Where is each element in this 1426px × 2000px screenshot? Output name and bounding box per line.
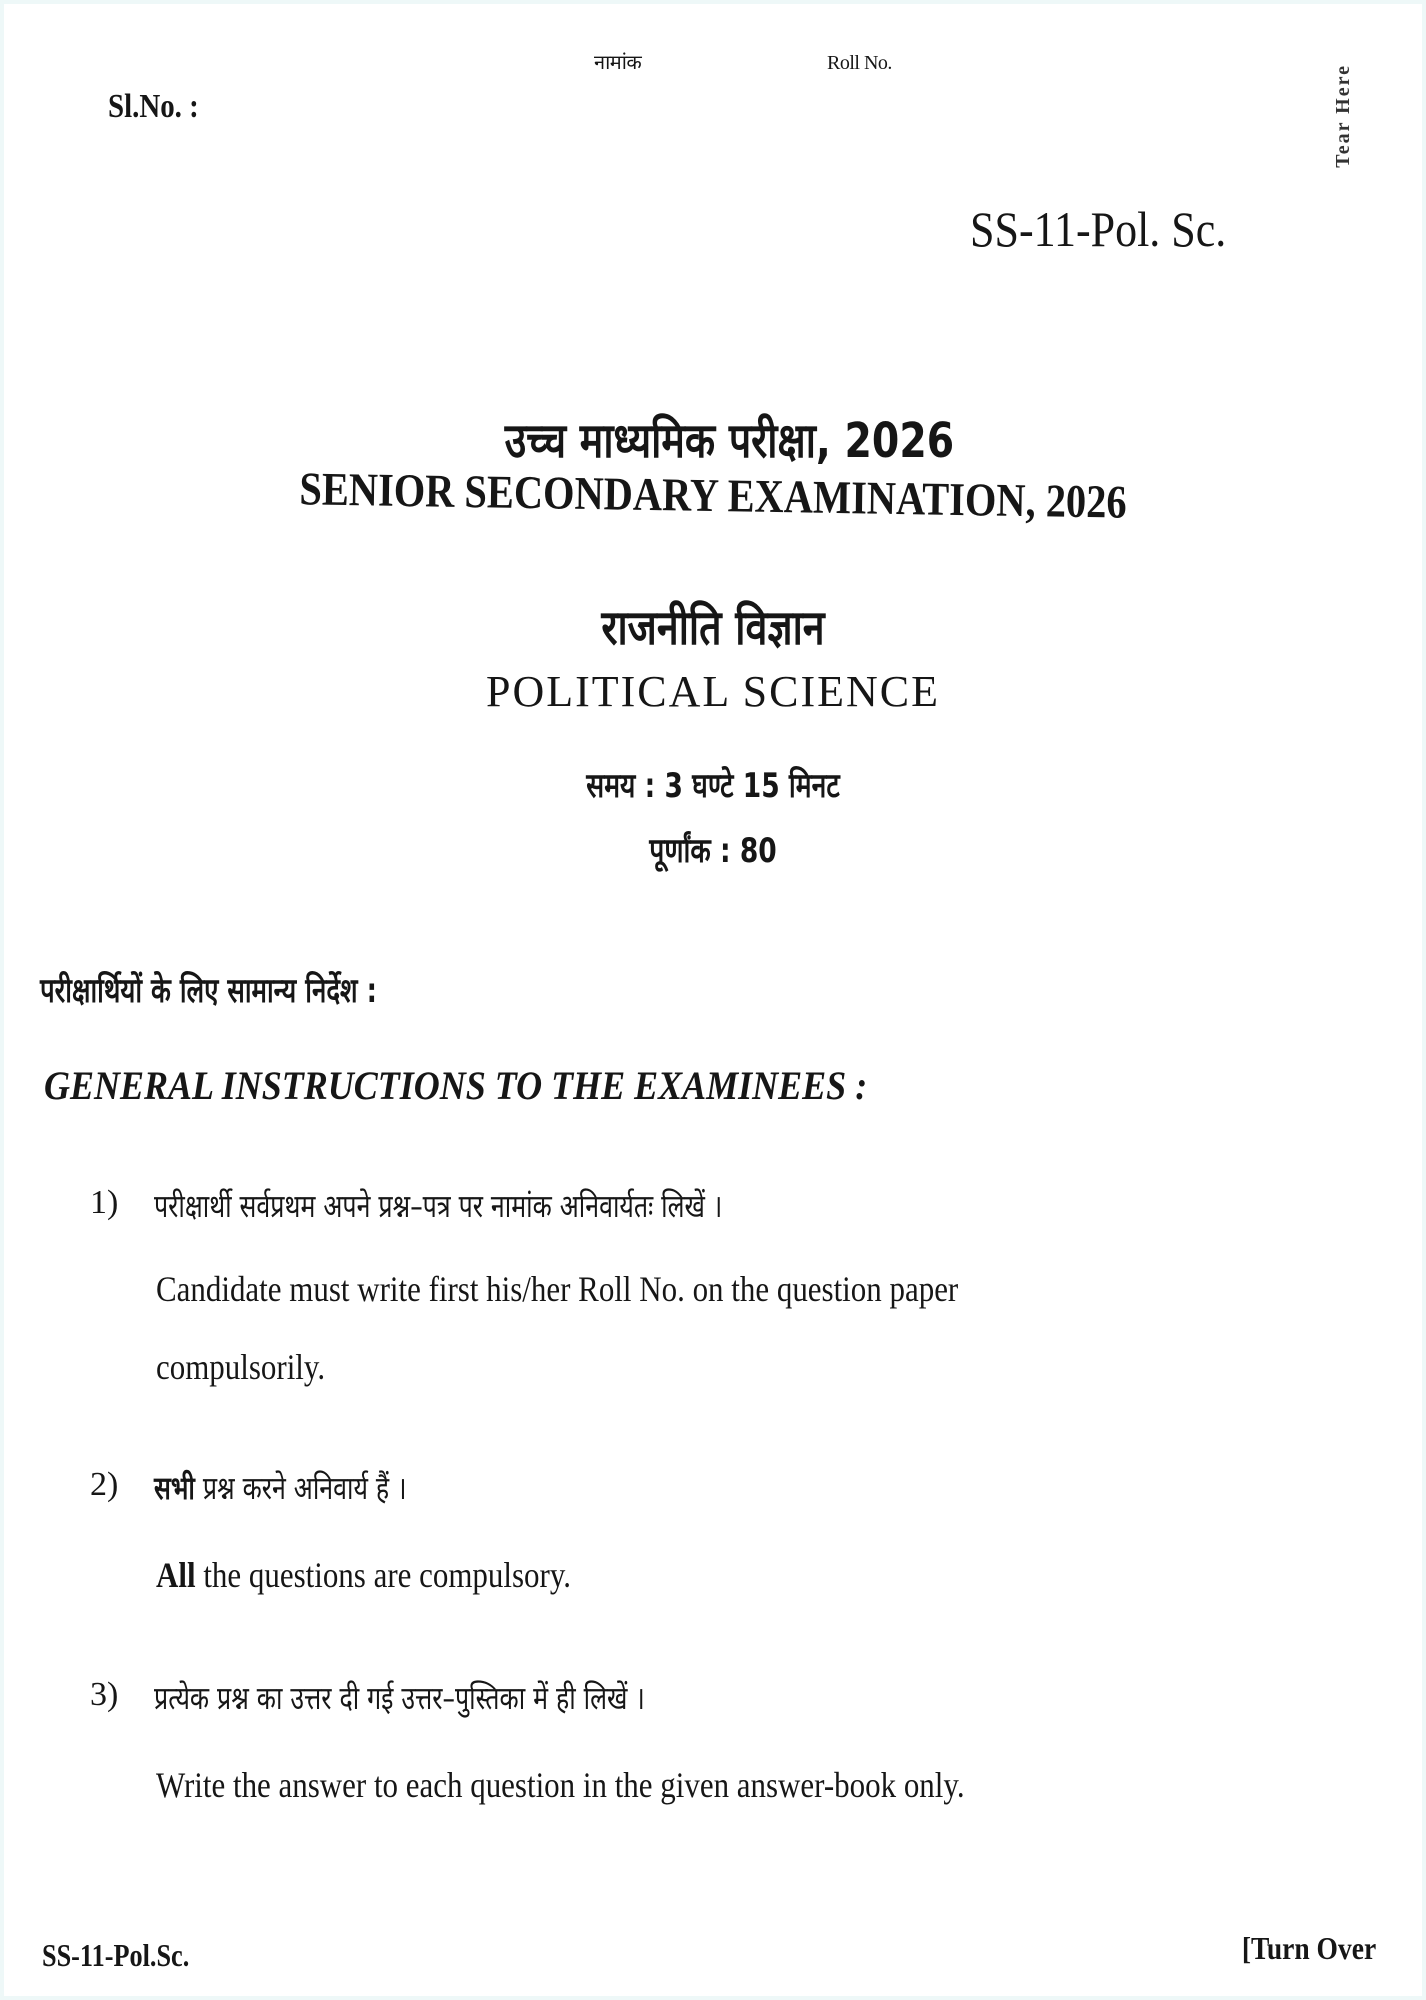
instruction-2-english [156, 1554, 571, 1596]
exam-paper-page [4, 4, 1422, 1996]
instruction-1-english-line1: Candidate must write first his/her Roll No. on the question paper [156, 1269, 959, 1309]
max-marks: पूर्णांक : 80 [649, 831, 777, 871]
subject-english: POLITICAL SCIENCE [485, 667, 941, 716]
instruction-number: 2) [90, 1466, 119, 1503]
serial-number-label: Sl.No. : [108, 88, 199, 125]
instruction-1-hindi: परीक्षार्थी सर्वप्रथम अपने प्रश्न–पत्र पर नामांक अनिवार्यतः लिखें । [154, 1187, 723, 1225]
instruction-3-english: Write the answer to each question in the given answer-book only. [156, 1765, 965, 1805]
instruction-2-english-rest: the questions are compulsory. [195, 1555, 572, 1595]
instruction-3-hindi: प्रत्येक प्रश्न का उत्तर दी गई उत्तर–पुस्तिका में ही लिखें । [154, 1679, 645, 1717]
instruction-2-hindi [154, 1466, 407, 1509]
roll-no-label: Roll No. [827, 52, 892, 74]
instruction-number: 3) [90, 1676, 119, 1713]
instructions-heading-english: GENERAL INSTRUCTIONS TO THE EXAMINEES : [44, 1063, 868, 1108]
paper-code-header: SS-11-Pol. Sc. [970, 201, 1227, 257]
exam-title-english: SENIOR SECONDARY EXAMINATION, 2026 [299, 463, 1127, 529]
paper-code-footer: SS-11-Pol.Sc. [42, 1937, 190, 1973]
instruction-1-english-line2: compulsorily. [156, 1347, 326, 1387]
tear-here-label: Tear Here [1332, 64, 1354, 168]
turn-over-label: [Turn Over [1241, 1930, 1376, 1966]
subject-hindi: राजनीति विज्ञान [601, 600, 825, 656]
exam-title-hindi: उच्च माध्यमिक परीक्षा, 2026 [504, 413, 955, 469]
instruction-2-english-bold: All [156, 1555, 196, 1595]
instruction-number: 1) [90, 1184, 119, 1221]
time-duration: समय : 3 घण्टे 15 मिनट [586, 766, 840, 806]
roll-no-hindi-label: नामांक [594, 52, 642, 74]
instructions-heading-hindi: परीक्षार्थियों के लिए सामान्य निर्देश : [40, 971, 377, 1011]
instruction-2-hindi-bold: सभी [154, 1469, 195, 1507]
instruction-2-hindi-rest: प्रश्न करने अनिवार्य हैं । [194, 1469, 407, 1507]
